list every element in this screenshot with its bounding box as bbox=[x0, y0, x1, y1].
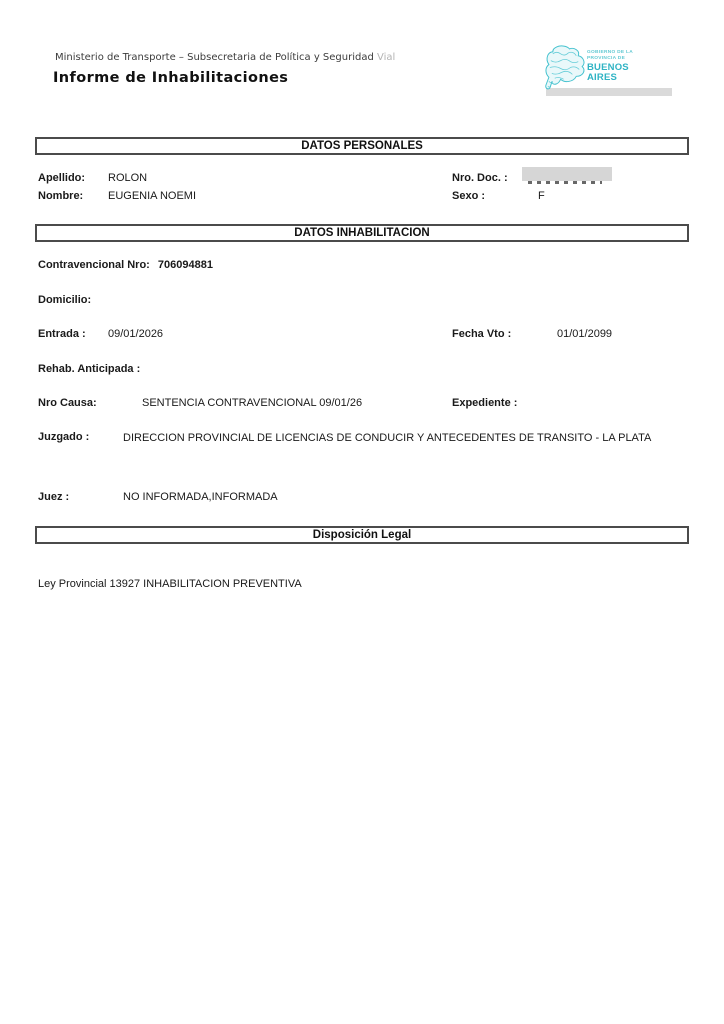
nro-causa-label: Nro Causa: bbox=[38, 397, 97, 409]
ministry-subtitle bbox=[55, 52, 395, 63]
section-title: DATOS PERSONALES bbox=[301, 140, 423, 152]
section-title: DATOS INHABILITACION bbox=[294, 227, 430, 239]
fecha-vto-label: Fecha Vto : bbox=[452, 328, 512, 340]
page-title: Informe de Inhabilitaciones bbox=[53, 70, 289, 86]
disposicion-legal-text: Ley Provincial 13927 INHABILITACION PREVENTIVA bbox=[38, 578, 302, 590]
fecha-vto-value: 01/01/2099 bbox=[557, 328, 613, 340]
sexo-value: F bbox=[538, 190, 545, 202]
expediente-label: Expediente : bbox=[452, 397, 518, 409]
ministry-subtitle-muted: Vial bbox=[377, 52, 396, 63]
section-header-datos-personales bbox=[35, 137, 689, 155]
ministry-subtitle-text: Ministerio de Transporte – Subsecretaria de Política y Seguridad bbox=[55, 52, 374, 63]
section-header-datos-inhabilitacion bbox=[35, 224, 689, 242]
domicilio-label: Domicilio: bbox=[38, 294, 92, 306]
entrada-value: 09/01/2026 bbox=[108, 328, 164, 340]
juez-label: Juez : bbox=[38, 491, 70, 503]
nro-doc-redaction-box bbox=[522, 167, 612, 181]
juzgado-value: DIRECCION PROVINCIAL DE LICENCIAS DE CONDUCIR Y ANTECEDENTES DE TRANSITO - LA PLATA bbox=[123, 432, 652, 444]
contravencional-label: Contravencional Nro: bbox=[38, 259, 150, 271]
entrada-label: Entrada : bbox=[38, 328, 86, 340]
gba-logo-text bbox=[587, 50, 633, 83]
juzgado-label: Juzgado : bbox=[38, 431, 90, 443]
gba-logo-name1: BUENOS bbox=[587, 61, 629, 73]
section-title: Disposición Legal bbox=[312, 529, 412, 541]
rehab-anticipada-label: Rehab. Anticipada : bbox=[38, 363, 141, 375]
sexo-label: Sexo : bbox=[452, 190, 486, 202]
contravencional-value: 706094881 bbox=[157, 259, 213, 271]
contravencional-field bbox=[38, 259, 213, 271]
nombre-label: Nombre: bbox=[38, 190, 84, 202]
gba-logo-name2: AIRES bbox=[587, 72, 618, 84]
apellido-value: ROLON bbox=[108, 172, 148, 184]
juez-value: NO INFORMADA,INFORMADA bbox=[123, 491, 278, 503]
nro-causa-value: SENTENCIA CONTRAVENCIONAL 09/01/26 bbox=[142, 397, 363, 409]
nro-doc-label: Nro. Doc. : bbox=[452, 172, 508, 184]
apellido-label: Apellido: bbox=[38, 172, 86, 184]
section-header-disposicion-legal bbox=[35, 526, 689, 544]
nombre-value: EUGENIA NOEMI bbox=[108, 190, 197, 202]
buenos-aires-map-icon bbox=[543, 44, 590, 91]
gba-logo-line1: GOBIERNO DE LA bbox=[587, 50, 634, 55]
gba-logo-line2: PROVINCIA DE bbox=[587, 55, 626, 61]
